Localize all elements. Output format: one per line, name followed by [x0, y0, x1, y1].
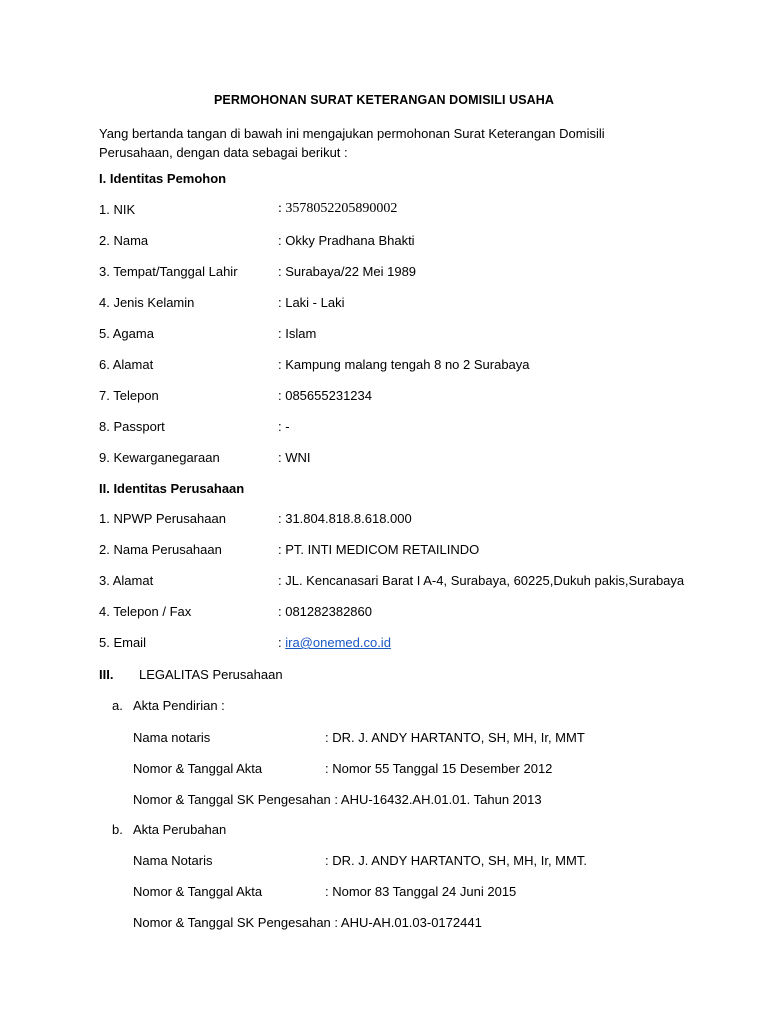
field-value: : 31.804.818.8.618.000: [278, 511, 412, 526]
section-3-number: III.: [99, 667, 114, 682]
field-value: : WNI: [278, 450, 311, 465]
field-value: : Nomor 83 Tanggal 24 Juni 2015: [325, 884, 517, 899]
field-label: 1. NIK: [99, 202, 136, 217]
field-value: : Surabaya/22 Mei 1989: [278, 264, 417, 279]
list-heading: Akta Perubahan: [133, 822, 227, 837]
field-label: 3. Tempat/Tanggal Lahir: [99, 264, 238, 279]
field-label: Nomor & Tanggal Akta: [133, 761, 263, 776]
field-value: : JL. Kencanasari Barat I A-4, Surabaya, 60225,Dukuh pakis,Surabaya: [278, 573, 685, 588]
email-link[interactable]: ira@onemed.co.id: [285, 635, 391, 650]
list-heading: Akta Pendirian :: [133, 698, 225, 713]
field-value: : Okky Pradhana Bhakti: [278, 233, 415, 248]
section-3-title: LEGALITAS Perusahaan: [139, 667, 283, 682]
field-label: Nama Notaris: [133, 853, 213, 868]
section-2-heading: II. Identitas Perusahaan: [99, 481, 245, 496]
list-marker: a.: [112, 698, 123, 713]
field-value: [278, 635, 391, 650]
field-value: : -: [278, 419, 290, 434]
field-label: 6. Alamat: [99, 357, 154, 372]
field-value: : PT. INTI MEDICOM RETAILINDO: [278, 542, 480, 557]
field-value: : Laki - Laki: [278, 295, 345, 310]
field-label: 9. Kewarganegaraan: [99, 450, 220, 465]
email-prefix: :: [278, 635, 286, 650]
field-label: 1. NPWP Perusahaan: [99, 511, 226, 526]
field-label: Nama notaris: [133, 730, 211, 745]
field-label: 5. Agama: [99, 326, 154, 341]
field-value: : Islam: [278, 326, 317, 341]
field-text: Nomor & Tanggal SK Pengesahan : AHU-AH.01.03-0172441: [133, 915, 482, 930]
field-value: : DR. J. ANDY HARTANTO, SH, MH, Ir, MMT: [325, 730, 585, 745]
field-value: : 085655231234: [278, 388, 372, 403]
intro-paragraph: Yang bertanda tangan di bawah ini mengajukan permohonan Surat Keterangan Domisili Perusahaan, dengan data sebagai berikut :: [99, 126, 605, 160]
field-label: 2. Nama Perusahaan: [99, 542, 222, 557]
field-value: : 3578052205890002: [278, 201, 398, 216]
section-1-heading: I. Identitas Pemohon: [99, 171, 227, 186]
field-label: 4. Jenis Kelamin: [99, 295, 195, 310]
field-label: Nomor & Tanggal Akta: [133, 884, 263, 899]
field-text: Nomor & Tanggal SK Pengesahan : AHU-16432.AH.01.01. Tahun 2013: [133, 792, 542, 807]
field-value: : Kampung malang tengah 8 no 2 Surabaya: [278, 357, 530, 372]
document-title: PERMOHONAN SURAT KETERANGAN DOMISILI USAHA: [213, 93, 555, 107]
field-label: 7. Telepon: [99, 388, 159, 403]
field-label: 4. Telepon / Fax: [99, 604, 192, 619]
list-marker: b.: [112, 822, 123, 837]
field-label: 3. Alamat: [99, 573, 154, 588]
field-label: 2. Nama: [99, 233, 149, 248]
field-label: 8. Passport: [99, 419, 165, 434]
field-value: : DR. J. ANDY HARTANTO, SH, MH, Ir, MMT.: [325, 853, 587, 868]
field-label: 5. Email: [99, 635, 146, 650]
field-value: : 081282382860: [278, 604, 372, 619]
field-value: : Nomor 55 Tanggal 15 Desember 2012: [325, 761, 553, 776]
